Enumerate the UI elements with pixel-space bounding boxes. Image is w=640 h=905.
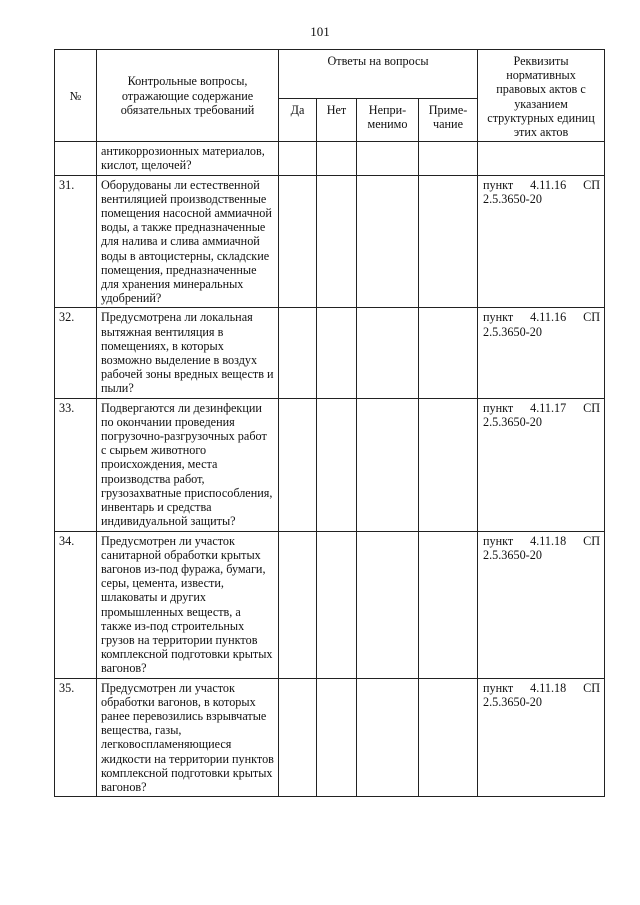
row-number: 31.: [55, 175, 97, 308]
answer-yes-cell[interactable]: [279, 398, 317, 531]
page-number: 101: [310, 24, 330, 39]
answer-note-cell[interactable]: [419, 398, 478, 531]
header-row-1: [55, 50, 605, 99]
answer-na-cell[interactable]: [357, 308, 419, 398]
answer-note-cell[interactable]: [419, 531, 478, 678]
table-row: [55, 308, 605, 398]
answer-note-cell[interactable]: [419, 678, 478, 797]
header-answer-na: Непри-менимо: [357, 98, 419, 141]
answer-na-cell[interactable]: [357, 531, 419, 678]
row-number: 34.: [55, 531, 97, 678]
row-reference: пункт 4.11.16 СП 2.5.3650-20: [478, 308, 605, 398]
row-question: Подвергаются ли дезинфекции по окончании проведения погрузочно-разгрузочных работ с сырьем животного происхождения, места производства работ, грузозахватные приспособления, инвентарь и средства индивидуальной защиты?: [97, 398, 279, 531]
answer-na-cell[interactable]: [357, 142, 419, 175]
header-answers: Ответы на вопросы: [279, 50, 478, 99]
answer-yes-cell[interactable]: [279, 175, 317, 308]
row-question: Предусмотрена ли локальная вытяжная вентиляция в помещениях, в которых возможно выделение в воздух рабочей зоны вредных веществ и пыли?: [97, 308, 279, 398]
answer-na-cell[interactable]: [357, 398, 419, 531]
table-row: [55, 678, 605, 797]
header-requisites: Реквизиты нормативных правовых актов с указанием структурных единиц этих актов: [478, 50, 605, 142]
row-reference: пункт 4.11.18 СП 2.5.3650-20: [478, 531, 605, 678]
row-question: Предусмотрен ли участок санитарной обработки крытых вагонов из-под фуража, бумаги, серы, цемента, извести, шлаковаты и других промышленных веществ, а также из-под строительных грузов на территории пунктов комплексной подготовки крытых вагонов?: [97, 531, 279, 678]
row-reference: [478, 142, 605, 175]
header-answer-no: Нет: [317, 98, 357, 141]
answer-na-cell[interactable]: [357, 175, 419, 308]
answer-yes-cell[interactable]: [279, 308, 317, 398]
row-reference: пункт 4.11.18 СП 2.5.3650-20: [478, 678, 605, 797]
answer-yes-cell[interactable]: [279, 142, 317, 175]
answer-na-cell[interactable]: [357, 678, 419, 797]
answer-no-cell[interactable]: [317, 678, 357, 797]
row-question: Предусмотрен ли участок обработки вагонов, в которых ранее перевозились взрывчатые вещества, газы, легковоспламеняющиеся жидкости на территории пунктов комплексной подготовки крытых вагонов?: [97, 678, 279, 797]
answer-note-cell[interactable]: [419, 175, 478, 308]
checklist-table: [54, 49, 605, 797]
table-row: [55, 531, 605, 678]
answer-no-cell[interactable]: [317, 308, 357, 398]
answer-no-cell[interactable]: [317, 531, 357, 678]
row-number: 32.: [55, 308, 97, 398]
header-question: Контрольные вопросы, отражающие содержание обязательных требований: [97, 50, 279, 142]
answer-note-cell[interactable]: [419, 308, 478, 398]
row-question: антикоррозионных материалов, кислот, щелочей?: [97, 142, 279, 175]
row-number: 33.: [55, 398, 97, 531]
table-row: [55, 142, 605, 175]
answer-yes-cell[interactable]: [279, 678, 317, 797]
row-reference: пункт 4.11.16 СП 2.5.3650-20: [478, 175, 605, 308]
answer-yes-cell[interactable]: [279, 531, 317, 678]
answer-no-cell[interactable]: [317, 398, 357, 531]
header-answer-note: Приме-чание: [419, 98, 478, 141]
row-reference: пункт 4.11.17 СП 2.5.3650-20: [478, 398, 605, 531]
header-num: №: [55, 50, 97, 142]
table-row: [55, 175, 605, 308]
answer-no-cell[interactable]: [317, 142, 357, 175]
row-number: 35.: [55, 678, 97, 797]
row-number: [55, 142, 97, 175]
table-row: [55, 398, 605, 531]
row-question: Оборудованы ли естественной вентиляцией производственные помещения насосной аммиачной воды, а также предназначенные для налива и слива аммиачной воды в автоцистерны, складские помещения, предназначенные для хранения минеральных удобрений?: [97, 175, 279, 308]
answer-note-cell[interactable]: [419, 142, 478, 175]
header-answer-yes: Да: [279, 98, 317, 141]
answer-no-cell[interactable]: [317, 175, 357, 308]
